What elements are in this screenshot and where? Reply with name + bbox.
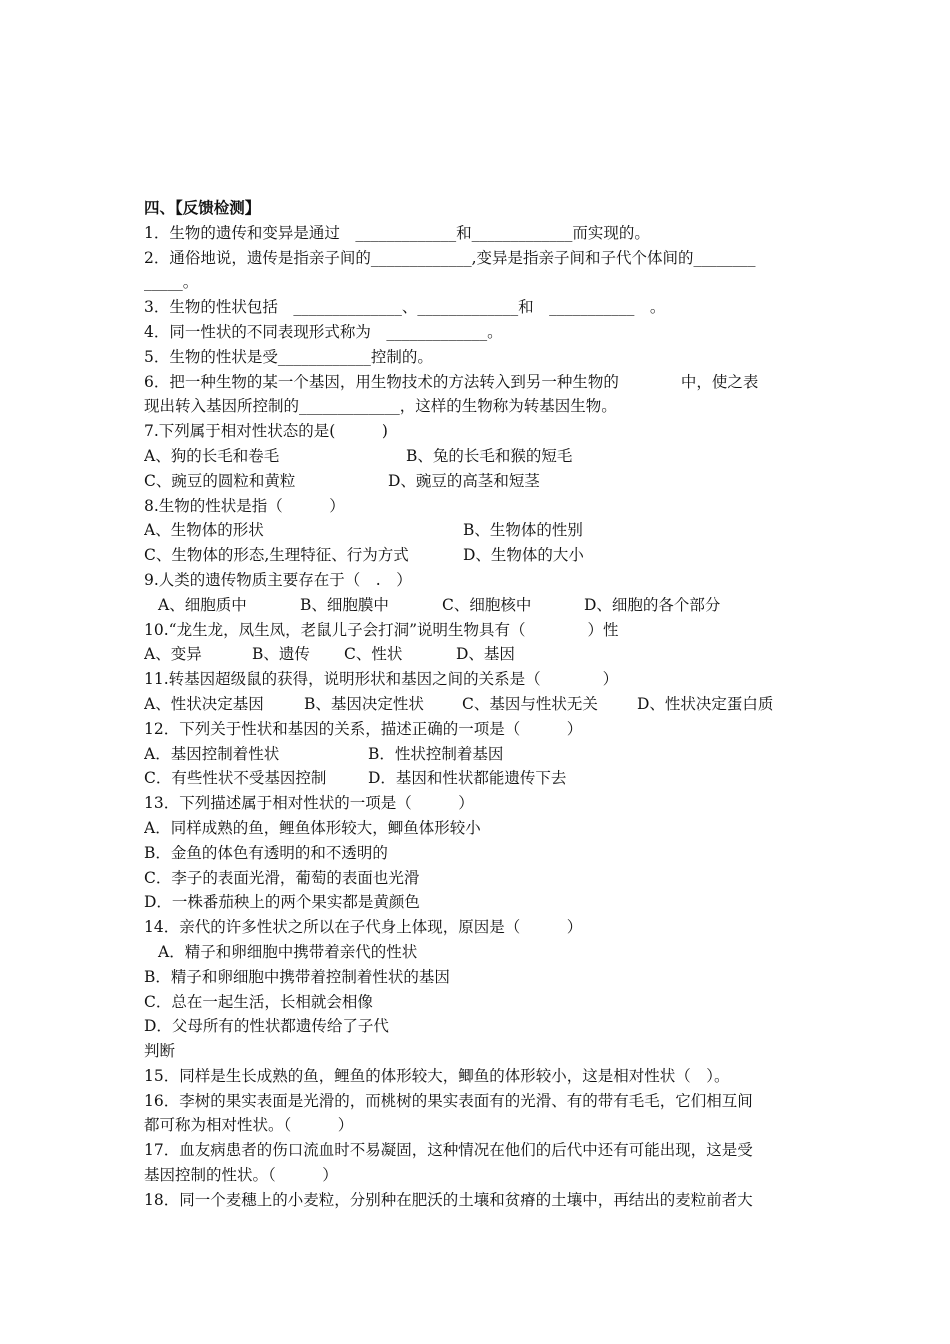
q7-option-b: B、兔的长毛和猴的短毛 [406, 446, 573, 465]
q17-line: 17．血友病患者的伤口流血时不易凝固，这种情况在他们的后代中还有可能出现，这是受 [144, 1141, 753, 1160]
q13-option-b: B．金鱼的体色有透明的和不透明的 [144, 843, 388, 862]
q8-option-c: C、生物体的形态,生理特征、行为方式 [144, 546, 409, 565]
q12-option-c: C．有些性状不受基因控制 [144, 769, 327, 788]
q13-option-d: D．一株番茄秧上的两个果实都是黄颜色 [144, 893, 420, 912]
q10-option-a: A、变异 [144, 645, 202, 664]
q10-line: 10.“龙生龙，凤生凤，老鼠儿子会打洞”说明生物具有（ ）性 [144, 620, 619, 639]
q8-options-row1 [144, 518, 812, 543]
q6-line: 6．把一种生物的某一个基因，用生物技术的方法转入到另一种生物的 中，使之表 [144, 372, 759, 391]
q7-options-row2 [144, 469, 812, 494]
q4-line: 4．同一性状的不同表现形式称为 _____________。 [144, 322, 503, 341]
q7-option-d: D、豌豆的高茎和短茎 [388, 471, 540, 490]
q9-options-row [144, 593, 812, 618]
q12-options-row2 [144, 766, 812, 791]
q7-line: 7.下列属于相对性状态的是( ) [144, 422, 388, 441]
q14-line: 14．亲代的许多性状之所以在子代身上体现，原因是（ ） [144, 918, 583, 937]
q8-option-d: D、生物体的大小 [463, 546, 584, 565]
q7-option-c: C、豌豆的圆粒和黄粒 [144, 471, 296, 490]
q11-line: 11.转基因超级鼠的获得，说明形状和基因之间的关系是（ ） [144, 670, 619, 689]
q8-line: 8.生物的性状是指（ ） [144, 496, 345, 515]
q9-line: 9.人类的遗传物质主要存在于（ . ） [144, 570, 412, 589]
q9-option-c: C、细胞核中 [442, 595, 532, 614]
section-title: 四、【反馈检测】 [144, 198, 261, 217]
q2-line: 2．通俗地说，遗传是指亲子间的_____________,变异是指亲子间和子代个体间的________ [144, 248, 756, 267]
q14-option-d: D．父母所有的性状都遗传给了子代 [144, 1017, 389, 1036]
q9-option-d: D、细胞的各个部分 [584, 595, 721, 614]
q14-option-c: C．总在一起生活，长相就会相像 [144, 992, 373, 1011]
q18-line: 18．同一个麦穗上的小麦粒，分别种在肥沃的土壤和贫瘠的土壤中，再结出的麦粒前者大 [144, 1190, 753, 1209]
q9-option-b: B、细胞膜中 [300, 595, 389, 614]
q10-option-d: D、基因 [456, 645, 515, 664]
q12-option-d: D．基因和性状都能遗传下去 [368, 769, 567, 788]
q11-options-row [144, 692, 812, 717]
q5-line: 5．生物的性状是受____________控制的。 [144, 347, 433, 366]
q12-option-b: B．性状控制着基因 [368, 744, 504, 763]
q8-options-row2 [144, 543, 812, 568]
q7-options-row1 [144, 444, 812, 469]
judge-title: 判断 [144, 1042, 176, 1061]
q3-line: 3．生物的性状包括 ______________、_____________和 ___________ 。 [144, 298, 666, 317]
q10-option-b: B、遗传 [252, 645, 310, 664]
q16-line-cont: 都可称为相对性状。（ ） [144, 1116, 354, 1135]
q9-option-a: A、细胞质中 [158, 595, 247, 614]
q13-option-a: A．同样成熟的鱼，鲤鱼体形较大，鲫鱼体形较小 [144, 818, 481, 837]
q11-option-d: D、性状决定蛋白质 [637, 694, 774, 713]
q12-options-row1 [144, 742, 812, 767]
q10-option-c: C、性状 [344, 645, 403, 664]
q12-option-a: A．基因控制着性状 [144, 744, 280, 763]
q12-line: 12．下列关于性状和基因的关系，描述正确的一项是（ ） [144, 719, 583, 738]
q11-option-c: C、基因与性状无关 [462, 694, 598, 713]
q7-option-a: A、狗的长毛和卷毛 [144, 446, 280, 465]
q16-line: 16．李树的果实表面是光滑的，而桃树的果实表面有的光滑、有的带有毛毛，它们相互间 [144, 1091, 753, 1110]
q11-option-a: A、性状决定基因 [144, 694, 264, 713]
q11-option-b: B、基因决定性状 [304, 694, 424, 713]
q15-line: 15．同样是生长成熟的鱼，鲤鱼的体形较大，鲫鱼的体形较小，这是相对性状（ ）。 [144, 1066, 730, 1085]
q14-option-b: B．精子和卵细胞中携带着控制着性状的基因 [144, 967, 450, 986]
worksheet [144, 196, 812, 1213]
q13-option-c: C．李子的表面光滑，葡萄的表面也光滑 [144, 868, 420, 887]
q17-line-cont: 基因控制的性状。（ ） [144, 1166, 338, 1185]
q6-line-cont: 现出转入基因所控制的_____________，这样的生物称为转基因生物。 [144, 397, 617, 416]
q8-option-b: B、生物体的性别 [463, 521, 583, 540]
q10-options-row [144, 642, 812, 667]
q14-option-a: A．精子和卵细胞中携带着亲代的性状 [158, 942, 418, 961]
q8-option-a: A、生物体的形状 [144, 521, 264, 540]
q13-line: 13．下列描述属于相对性状的一项是（ ） [144, 794, 474, 813]
q1-line: 1．生物的遗传和变异是通过 _____________和_____________而实现的。 [144, 223, 650, 242]
q2-line-cont: _____。 [144, 273, 199, 292]
